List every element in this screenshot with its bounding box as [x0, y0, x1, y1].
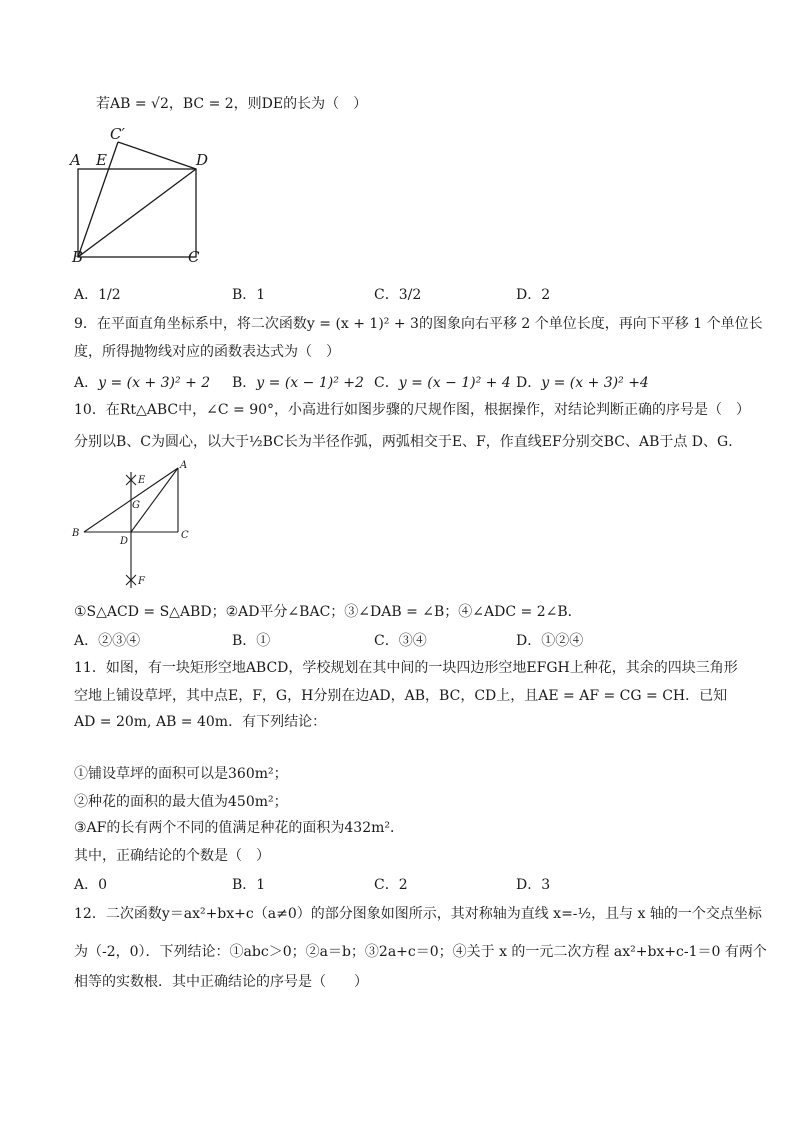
q11-line-1: 11．如图，有一块矩形空地ABCD，学校规划在其中间的一块四边形空地EFGH上种花，其余的四块三角形 [74, 660, 738, 676]
q8-option-b[interactable]: B．1 [232, 287, 266, 303]
q10-option-a[interactable]: A．②③④ [74, 633, 141, 649]
label-A: A [180, 460, 188, 471]
label-F: F [138, 576, 145, 587]
q9-line-2: 度，所得抛物线对应的函数表达式为（ ） [74, 344, 340, 360]
q10-line-1: 10．在Rt△ABC中，∠C = 90°，小高进行如图步骤的尺规作图，根据操作，对结论判断正确的序号是（ ） [74, 402, 751, 418]
label-D: D [196, 151, 209, 169]
label-E: E [96, 151, 107, 169]
q11-option-d[interactable]: D．3 [516, 877, 551, 893]
q10-option-c[interactable]: C．③④ [374, 633, 427, 649]
q12-line-3: 相等的实数根．其中正确结论的序号是（ ） [74, 974, 368, 990]
q8-option-a[interactable]: A．1/2 [74, 287, 121, 303]
label-G: G [132, 500, 140, 511]
q8-rectangle-figure [66, 122, 209, 266]
q11-line-2: 空地上铺设草坪，其中点E，F，G，H分别在边AD，AB，BC，CD上，且AE = AF = CG = CH．已知 [74, 688, 728, 704]
label-C: C [188, 248, 200, 266]
q11-ask: 其中，正确结论的个数是（ ） [74, 848, 270, 864]
label-C-prime: C′ [110, 125, 125, 143]
label-D: D [120, 536, 129, 547]
q10-option-d[interactable]: D．①②④ [516, 633, 584, 649]
q11-option-b[interactable]: B．1 [232, 877, 266, 893]
q10-option-b[interactable]: B．① [232, 633, 271, 649]
label-C: C [181, 530, 189, 541]
q9-line-1: 9．在平面直角坐标系中，将二次函数y = (x + 1)² + 3的图象向右平移 2 个单位长度，再向下平移 1 个单位长 [74, 316, 763, 332]
label-B: B [72, 248, 84, 266]
label-B: B [72, 528, 80, 539]
q8-prompt: 若AB = √2，BC = 2，则DE的长为（ ） [96, 96, 368, 112]
label-A: A [70, 151, 81, 169]
q11-line-3: AD = 20m, AB = 40m．有下列结论： [74, 714, 327, 730]
q12-line-1: 12．二次函数y＝ax²+bx+c（a≠0）的部分图象如图所示，其对称轴为直线 x=-½，且与 x 轴的一个交点坐标 [74, 906, 762, 922]
q8-option-c[interactable]: C．3/2 [374, 287, 422, 303]
q11-statement-3: ③AF的长有两个不同的值满足种花的面积为432m²． [74, 820, 404, 836]
q12-line-2: 为（-2，0）．下列结论：①abc＞0；②a＝b；③2a+c＝0；④关于 x 的一元二次方程 ax²+bx+c-1＝0 有两个 [74, 944, 767, 960]
q9-option-a[interactable]: A．y = (x + 3)² + 2 [74, 375, 211, 391]
q9-option-c[interactable]: C．y = (x − 1)² + 4 [374, 375, 511, 391]
q11-statement-2: ②种花的面积的最大值为450m²； [74, 794, 288, 810]
q9-option-d[interactable]: D．y = (x + 3)² +4 [516, 375, 649, 391]
label-E: E [138, 475, 146, 486]
q11-option-c[interactable]: C．2 [374, 877, 408, 893]
q11-statement-1: ①铺设草坪的面积可以是360m²； [74, 766, 288, 782]
q10-line-2: 分别以B、C为圆心，以大于½BC长为半径作弧，两弧相交于E、F，作直线EF分别交BC、AB于点 D、G． [74, 434, 743, 450]
q10-statements: ①S△ACD = S△ABD；②AD平分∠BAC；③∠DAB = ∠B；④∠ADC = 2∠B． [74, 604, 582, 620]
q9-option-b[interactable]: B．y = (x − 1)² +2 [232, 375, 364, 391]
q10-construction-figure [66, 460, 196, 590]
q11-option-a[interactable]: A．0 [74, 877, 108, 893]
q8-option-d[interactable]: D．2 [516, 287, 551, 303]
